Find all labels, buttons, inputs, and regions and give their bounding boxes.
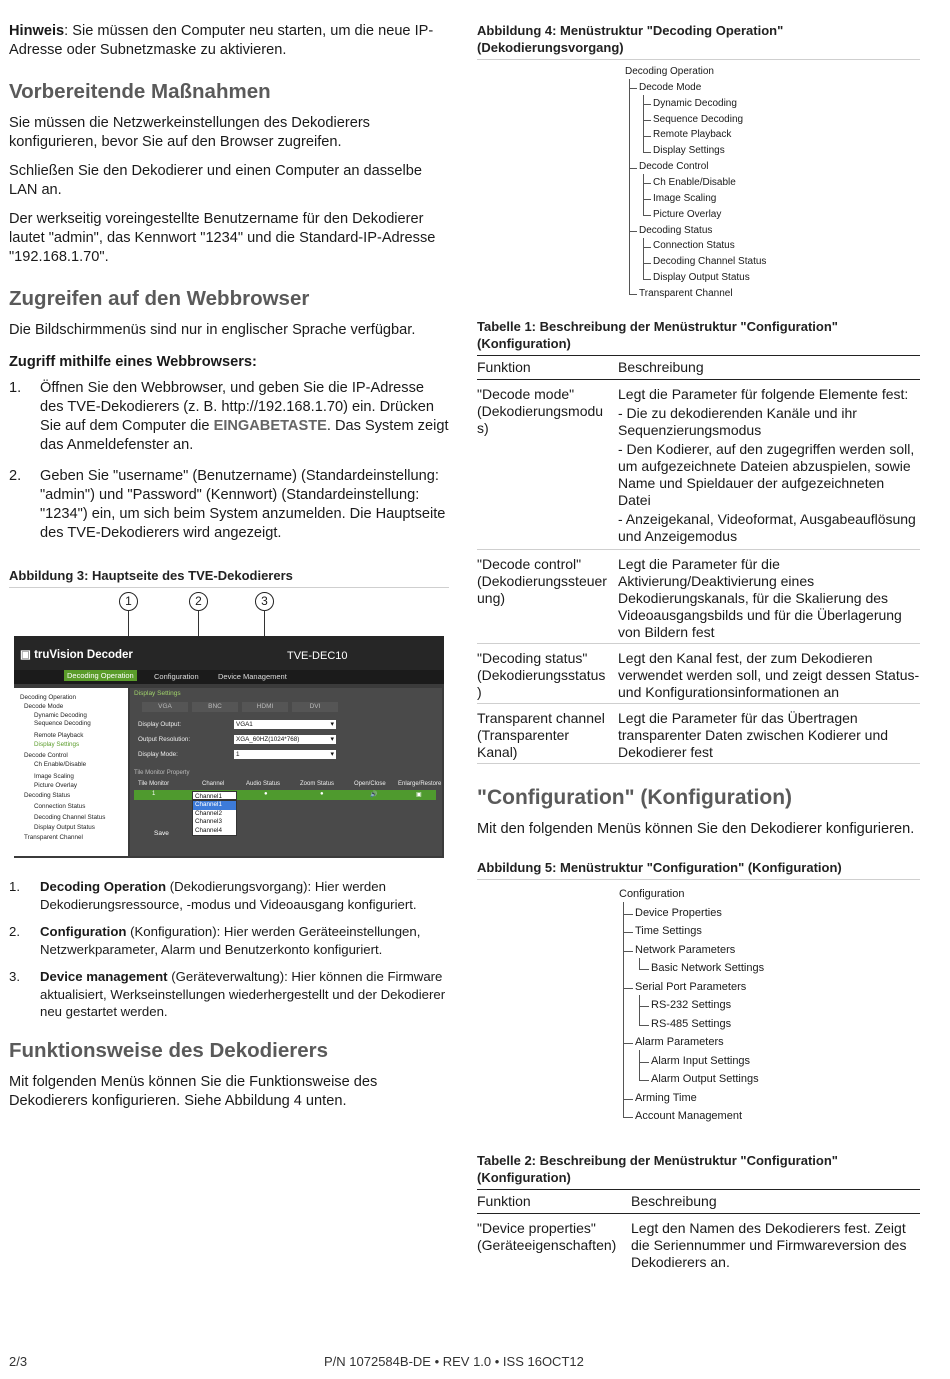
tree-connector (639, 1006, 649, 1007)
speaker-icon[interactable]: 🔊 (370, 792, 378, 798)
heading-access: Zugriff mithilfe eines Webbrowsers: (9, 354, 257, 370)
tree-connector (629, 231, 637, 232)
tree-connector (623, 914, 633, 915)
table1 (477, 355, 920, 764)
tree-node: Serial Port Parameters (635, 980, 747, 993)
table2-caption: Tabelle 2: Beschreibung der Menüstruktur "Configuration" (Konfiguration) (477, 1153, 838, 1185)
heading-webbrowser: Zugreifen auf den Webbrowser (9, 287, 310, 310)
callout-1: 1 (119, 592, 138, 611)
table2-col-desc: Beschreibung (631, 1190, 920, 1214)
table1-col-desc: Beschreibung (618, 356, 920, 380)
table-row (477, 380, 920, 550)
tree-connector (639, 1050, 640, 1080)
tree-connector (623, 1117, 633, 1118)
menu-descriptions (9, 878, 449, 1021)
left-column (9, 22, 449, 1121)
tree-decoding-operation[interactable]: Decoding Operation (20, 694, 77, 701)
decoder-screenshot (9, 592, 449, 862)
tree-decoding-channel-status[interactable]: Decoding Channel Status (34, 814, 106, 821)
enlarge-icon[interactable]: ▣ (416, 792, 422, 798)
table1-header (477, 356, 920, 380)
tree-connector (629, 294, 637, 295)
tree-connector (643, 136, 651, 137)
heading-preparation: Vorbereitende Maßnahmen (9, 80, 271, 103)
tree-connector (639, 958, 640, 969)
paragraph-network: Sie müssen die Netzwerkeinstellungen des Dekodierers konfigurieren, bevor Sie auf den Browser zugreifen. (9, 115, 370, 150)
tree-connector (629, 168, 637, 169)
tree-node: Transparent Channel (639, 287, 733, 299)
tab-decoding-operation[interactable]: Decoding Operation (64, 670, 137, 681)
tree-node: Decode Control (639, 161, 709, 173)
tree-connector (629, 79, 630, 294)
cell-desc: Legt die Parameter für folgende Elemente fest: - Die zu dekodierenden Kanäle und ihr Sequenzierungsmodus - Den Kodierer, auf den zugegriffen werden soll, um aufgezeichnete Dateien abzuspielen, sowie Name und Spieldauer der aufgezeichneten Datei - Anzeigekanal, Videoformat, Ausgabeauflösung und Anzeigemodus (618, 380, 920, 550)
col-tile-monitor: Tile Monitor (138, 781, 170, 787)
tab-bnc[interactable]: BNC (192, 702, 238, 712)
tree-remote-playback[interactable]: Remote Playback (34, 732, 84, 739)
tree-display-output-status[interactable]: Display Output Status (34, 824, 95, 831)
tree-node: Decoding Operation (625, 66, 714, 77)
tree-node: Display Settings (653, 145, 725, 157)
tree-connector (623, 951, 633, 952)
col-enlarge-restore: Enlarge/Restore (398, 781, 442, 787)
tree-connector (643, 215, 651, 216)
col-channel: Channel (202, 781, 225, 787)
col-audio-status: Audio Status (246, 781, 281, 787)
tree-connection-status[interactable]: Connection Status (34, 803, 86, 810)
tree-node: Configuration (619, 888, 685, 900)
col-open-close: Open/Close (354, 781, 386, 787)
tree-connector (643, 120, 651, 121)
channel-option[interactable]: Channel1 (193, 801, 236, 810)
zoom-dot[interactable]: ● (320, 791, 324, 797)
figure5-caption: Abbildung 5: Menüstruktur "Configuration" (Konfiguration) (477, 859, 920, 880)
tree-connector (643, 174, 644, 215)
channel-option[interactable]: Channel3 (195, 818, 222, 825)
audio-dot[interactable]: ● (264, 791, 268, 797)
hint-text: : Sie müssen den Computer neu starten, um die neue IP-Adresse oder Subnetzmaske zu aktivieren. (9, 23, 434, 58)
tree-connector (643, 263, 651, 264)
tree-connector (643, 247, 651, 248)
tile-monitor-property: Tile Monitor Property (134, 770, 190, 776)
paragraph-function: Mit folgenden Menüs können Sie die Funktionsweise des Dekodierers konfigurieren. Siehe Abbildung 4 unten. (9, 1073, 378, 1109)
cell-func: "Decode mode" (Dekodierungsmodu s) (477, 380, 618, 550)
tab-device-management[interactable]: Device Management (218, 672, 287, 681)
tree-connector (639, 1080, 649, 1081)
cell-desc: Legt den Kanal fest, der zum Dekodieren verwendet werden soll, und zeigt dessen Status- und Konfigurationsinformationen an (618, 644, 920, 704)
tree-node: Image Scaling (653, 192, 717, 204)
callout-3: 3 (255, 592, 274, 611)
tree-node: Network Parameters (635, 943, 736, 956)
enter-key: EINGABETASTE (213, 418, 327, 434)
tree-node: Decode Mode (639, 81, 702, 93)
tree-dynamic-decoding[interactable]: Dynamic Decoding (34, 712, 87, 719)
tree-connector (639, 969, 649, 970)
cell-func: "Device properties" (Geräteeigenschaften) (477, 1220, 617, 1253)
tree-node: Picture Overlay (653, 208, 722, 220)
tree-node: Device Properties (635, 906, 722, 919)
cell-desc: Legt den Namen des Dekodierers fest. Zeigt die Seriennummer und Firmwareversion des Dekodierers an. (631, 1220, 907, 1270)
tab-vga[interactable]: VGA (142, 702, 188, 712)
step-2: 2. Geben Sie "username" (Benutzername) (Standardeinstellung: "admin") und "Password" (Kennwort) (Standardeinstellung: "1234") ein, um sich beim System anzumelden. Die Hauptseite des TVE-Dekodierers wird angezeigt. (9, 468, 446, 541)
page-number: 2/3 (9, 1354, 28, 1369)
table2-header (477, 1190, 920, 1214)
heading-configuration: "Configuration" (Konfiguration) (477, 786, 793, 809)
right-column (477, 22, 920, 1273)
tree-node: Alarm Output Settings (651, 1073, 759, 1085)
paragraph-configuration: Mit den folgenden Menüs können Sie den Dekodierer konfigurieren. (477, 821, 915, 837)
tab-configuration[interactable]: Configuration (154, 672, 199, 681)
table2-col-func: Funktion (477, 1190, 631, 1214)
tree-node: RS-232 Settings (651, 999, 732, 1011)
tree-node: RS-485 Settings (651, 1017, 732, 1030)
tree-connector (643, 95, 644, 152)
hint-label: Hinweis (9, 23, 65, 39)
tree-sequence-decoding[interactable]: Sequence Decoding (34, 720, 91, 727)
tree-node: Dynamic Decoding (653, 97, 737, 109)
cell-func: "Decoding status" (Dekodierungsstatus ) (477, 644, 618, 704)
tree-decoding-status[interactable]: Decoding Status (24, 792, 71, 799)
tree-transparent-channel[interactable]: Transparent Channel (24, 834, 83, 841)
desc-item: 2. Configuration (Konfiguration): Hier werden Geräteeinstellungen, Netzwerkparameter, Alarm und Benutzerkonto konfiguriert. (9, 924, 421, 957)
display-output-label: Display Output: (138, 721, 182, 728)
step-1: 1. Öffnen Sie den Webbrowser, und geben Sie die IP-Adresse des TVE-Dekodierers (z. B. http://192.168.1.70) ein. Drücken Sie auf dem Computer die EINGABETASTE. Das System zeigt das Anmeldefenster an. (9, 380, 449, 453)
tree-node: Display Output Status (653, 272, 750, 284)
tile-row (134, 790, 436, 800)
channel-option[interactable]: Channel4 (195, 826, 222, 834)
tree-connector (643, 199, 651, 200)
tree-connector (623, 902, 624, 1117)
model-label: TVE-DEC10 (287, 650, 348, 662)
tree-connector (643, 152, 651, 153)
output-resolution-select[interactable]: XGA_60HZ(1024*768) ▾ (234, 735, 336, 744)
tree-node: Decoding Channel Status (653, 256, 767, 268)
tree-connector (623, 932, 633, 933)
decoder-titlebar (14, 636, 444, 670)
channel-dropdown (192, 800, 237, 836)
desc-item: 3. Device management (Geräteverwaltung): Hier können die Firmware aktualisiert, Werkseinstellungen wiederhergestellt und der Dekodierer neu gestartet werden. (9, 969, 446, 1019)
tree-node: Account Management (635, 1110, 743, 1122)
table-row (477, 704, 920, 764)
panel-title: Display Settings (134, 690, 181, 697)
tab-dvi[interactable]: DVI (292, 702, 338, 712)
steps-list (9, 379, 449, 543)
tree-connector (643, 104, 651, 105)
display-output-select[interactable]: VGA1 ▾ (234, 720, 336, 729)
tree-connector (623, 1043, 633, 1044)
tree-node: Decoding Status (639, 224, 713, 236)
heading-function: Funktionsweise des Dekodierers (9, 1038, 329, 1062)
table-row (477, 644, 920, 704)
tree-node: Alarm Parameters (635, 1036, 724, 1048)
table-row (477, 550, 920, 644)
tree-node: Time Settings (635, 925, 702, 937)
tree-connector (629, 88, 637, 89)
tree-connector (639, 995, 640, 1025)
channel-option[interactable]: Channel2 (195, 809, 222, 817)
table1-col-func: Funktion (477, 356, 618, 380)
table2 (477, 1189, 920, 1273)
tree-decode-mode[interactable]: Decode Mode (24, 703, 64, 710)
tree-node: Ch Enable/Disable (653, 176, 736, 188)
tree-picture-overlay[interactable]: Picture Overlay (34, 782, 78, 789)
decoder-menubar (14, 670, 444, 684)
tree-connector (639, 1062, 649, 1063)
table-row (477, 1214, 920, 1274)
tree-node: Sequence Decoding (653, 113, 744, 125)
figure4-caption: Abbildung 4: Menüstruktur "Decoding Operation" (Dekodierungsvorgang) (477, 22, 920, 60)
hint-paragraph (9, 22, 449, 60)
table1-caption: Tabelle 1: Beschreibung der Menüstruktur "Configuration" (Konfiguration) (477, 319, 838, 351)
tree-connector (623, 1099, 633, 1100)
cell-desc: Legt die Parameter für das Übertragen transparenter Daten zwischen Kodierer und Dekodierer fest (618, 704, 920, 764)
paragraph-english: Die Bildschirmmenüs sind nur in englischer Sprache verfügbar. (9, 322, 416, 338)
display-mode-label: Display Mode: (138, 751, 178, 758)
save-button[interactable]: Save (154, 830, 169, 837)
tree-node: Remote Playback (653, 129, 732, 141)
tree-connector (623, 988, 633, 989)
decoding-operation-tree (477, 60, 920, 300)
col-zoom-status: Zoom Status (300, 781, 335, 787)
cell-func: Transparent channel (Transparenter Kanal) (477, 704, 618, 764)
tree-ch-enable[interactable]: Ch Enable/Disable (34, 761, 87, 768)
display-mode-select[interactable]: 1 ▾ (234, 750, 336, 759)
cell-desc: Legt die Parameter für die Aktivierung/Deaktivierung eines Dekodierungskanals, für die Skalierung des Videoausgangsbilds und für die Überlagerung von Bildern fest (618, 550, 920, 644)
tree-display-settings[interactable]: Display Settings (34, 741, 80, 748)
figure3-caption: Abbildung 3: Hauptseite des TVE-Dekodierers (9, 567, 449, 588)
truvision-logo: ▣ truVision Decoder (20, 649, 133, 661)
tree-node: Alarm Input Settings (651, 1054, 751, 1067)
tree-node: Arming Time (635, 1091, 697, 1104)
tree-node: Connection Status (653, 240, 735, 252)
tree-connector (639, 1025, 649, 1026)
decoder-sidebar-tree (14, 688, 128, 856)
tree-decode-control[interactable]: Decode Control (24, 752, 68, 759)
tree-image-scaling[interactable]: Image Scaling (34, 773, 74, 780)
cell-func: "Decode control" (Dekodierungssteuer ung) (477, 550, 618, 644)
tab-hdmi[interactable]: HDMI (242, 702, 288, 712)
tree-connector (643, 279, 651, 280)
display-settings-panel (130, 688, 442, 856)
tree-connector (643, 183, 651, 184)
desc-item: 1. Decoding Operation (Dekodierungsvorgang): Hier werden Dekodierungsressource, -modus und Videoausgang konfiguriert. (9, 879, 417, 912)
part-number: P/N 1072584B-DE • REV 1.0 • ISS 16OCT12 (324, 1354, 584, 1369)
configuration-tree (477, 880, 920, 1132)
output-resolution-label: Output Resolution: (138, 736, 191, 743)
channel-select[interactable]: Channel1 (192, 791, 237, 800)
paragraph-defaults: Der werkseitig voreingestellte Benutzername für den Dekodierer lautet "admin", das Kennwort "1234" und die Standard-IP-Adresse "192.168.1.70". (9, 211, 436, 265)
paragraph-lan: Schließen Sie den Dekodierer und einen Computer an dasselbe LAN an. (9, 163, 422, 198)
decoder-window (14, 636, 444, 858)
tree-node: Basic Network Settings (651, 962, 765, 974)
callout-2: 2 (189, 592, 208, 611)
tree-connector (643, 238, 644, 279)
tile-monitor-value: 1 (152, 791, 156, 797)
